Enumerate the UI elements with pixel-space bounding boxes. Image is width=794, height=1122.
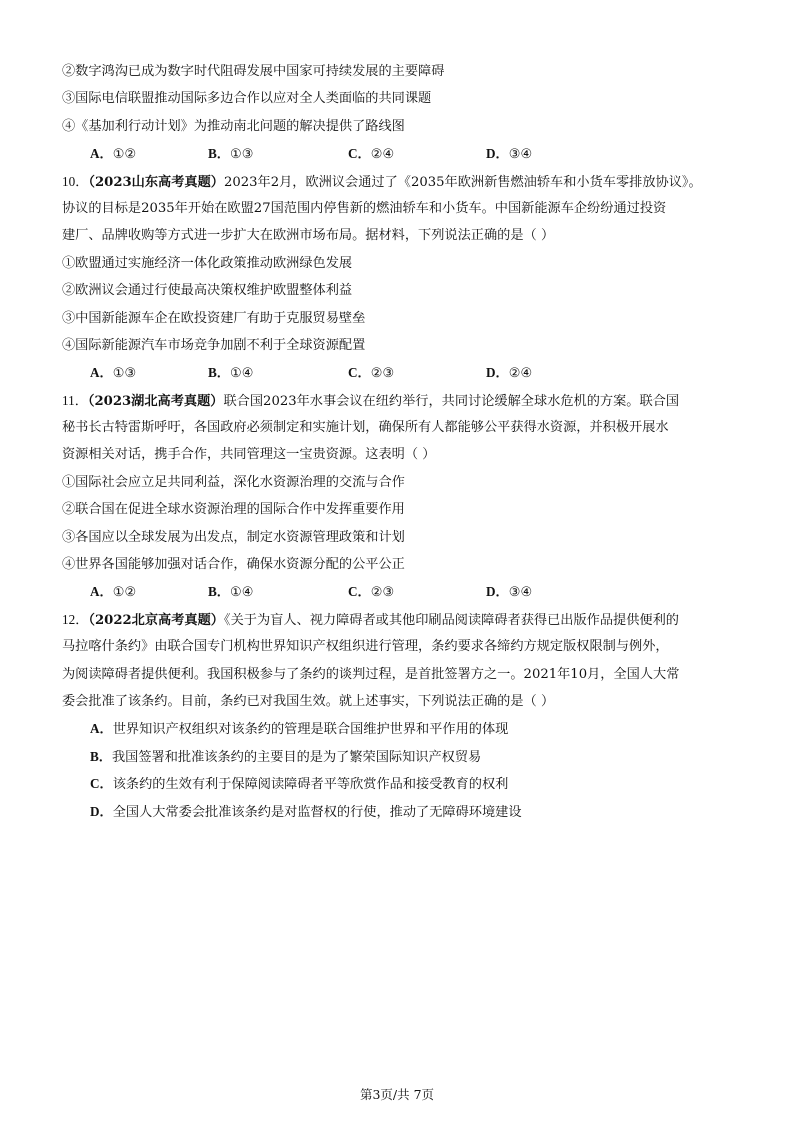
q10-choice-c: C．②③ — [348, 365, 395, 382]
q10-statement-1: ①欧盟通过实施经济一体化政策推动欧洲绿色发展 — [62, 255, 353, 271]
q11-choice-c: C．②③ — [348, 584, 395, 601]
q11-statement-2: ②联合国在促进全球水资源治理的国际合作中发挥重要作用 — [62, 502, 405, 518]
q11-choice-d: D．③④ — [486, 584, 533, 601]
q11-statement-1: ①国际社会应立足共同利益，深化水资源治理的交流与合作 — [62, 474, 405, 490]
q12-option-d: D．全国人大常委会批准该条约是对监督权的行使，推动了无障碍环境建设 — [90, 803, 522, 820]
question-11 — [62, 387, 734, 606]
q12-stem-line-1: 12．（2022北京高考真题）《关于为盲人、视力障碍者或其他印刷品阅读障碍者获得已出版作品提供便利的 — [62, 611, 679, 628]
q10-stem-line-2: 协议的目标是2035年开始在欧盟27国范围内停售新的燃油轿车和小货车。中国新能源车企纷纷通过投资 — [62, 200, 667, 216]
q10-choice-b: B．①④ — [208, 365, 254, 382]
q11-choice-b: B．①④ — [208, 584, 254, 601]
q12-source: （2022北京高考真题） — [88, 612, 224, 628]
q10-choice-d: D．②④ — [486, 365, 533, 382]
q12-number: 12． — [62, 611, 89, 627]
q9-choice-d: D．③④ — [486, 146, 533, 163]
q9-choices — [62, 140, 734, 167]
q9-choice-a: A．①② — [90, 146, 137, 163]
q10-statement-4: ④国际新能源汽车市场竞争加剧不利于全球资源配置 — [62, 337, 366, 353]
q10-statement-3: ③中国新能源车企在欧投资建厂有助于克服贸易壁垒 — [62, 310, 366, 326]
q10-choices — [62, 359, 734, 386]
question-9 — [62, 58, 734, 168]
q11-stem-line-2: 秘书长古特雷斯呼吁，各国政府必须制定和实施计划，确保所有人都能够公平获得水资源，并积极开展水 — [62, 420, 669, 436]
q10-source: （2023山东高考真题） — [88, 174, 224, 190]
q10-number: 10． — [62, 173, 89, 189]
q11-stem-line-3: 资源相关对话，携手合作，共同管理这一宝贵资源。这表明（ ） — [62, 447, 436, 463]
q10-stem-line-3: 建厂、品牌收购等方式进一步扩大在欧洲市场布局。据材料，下列说法正确的是（ ） — [62, 228, 555, 244]
q10-choice-a: A．①③ — [90, 365, 137, 382]
q12-option-c: C．该条约的生效有利于保障阅读障碍者平等欣赏作品和接受教育的权利 — [90, 776, 509, 793]
q12-stem-line-4: 委会批准了该条约。目前，条约已对我国生效。就上述事实，下列说法正确的是（ ） — [62, 693, 555, 709]
q11-choice-a: A．①② — [90, 584, 137, 601]
question-10 — [62, 168, 734, 387]
q12-stem-line-3: 为阅读障碍者提供便利。我国积极参与了条约的谈判过程，是首批签署方之一。2021年10月，全国人大常 — [62, 666, 680, 682]
q12-option-a: A．世界知识产权组织对该条约的管理是联合国维护世界和平作用的体现 — [90, 721, 509, 738]
q11-statement-3: ③各国应以全球发展为出发点，制定水资源管理政策和计划 — [62, 529, 405, 545]
q12-option-b: B．我国签署和批准该条约的主要目的是为了繁荣国际知识产权贸易 — [90, 748, 482, 765]
page-content — [62, 58, 734, 825]
q11-statement-4: ④世界各国能够加强对话合作，确保水资源分配的公平公正 — [62, 557, 405, 573]
q11-choices — [62, 578, 734, 605]
q9-choice-b: B．①③ — [208, 146, 254, 163]
page-footer: 第3页/共 7页 — [359, 1087, 435, 1102]
q10-stem-line-1: 10．（2023山东高考真题）2023年2月，欧洲议会通过了《2035年欧洲新售燃油轿车和小货车零排放协议》。 — [62, 173, 702, 190]
q11-stem-line-1: 11．（2023湖北高考真题）联合国2023年水事会议在纽约举行，共同讨论缓解全球水危机的方案。联合国 — [62, 392, 680, 409]
question-12 — [62, 606, 734, 825]
q9-statement-4: ④《基加利行动计划》为推动南北问题的解决提供了路线图 — [62, 118, 405, 134]
q9-statement-2: ②数字鸿沟已成为数字时代阻碍发展中国家可持续发展的主要障碍 — [62, 64, 445, 79]
q12-stem-line-2: 马拉喀什条约》由联合国专门机构世界知识产权组织进行管理，条约要求各缔约方规定版权限制与例外， — [62, 639, 669, 655]
q11-number: 11． — [62, 392, 88, 408]
q11-source: （2023湖北高考真题） — [87, 393, 224, 409]
q9-statement-3: ③国际电信联盟推动国际多边合作以应对全人类面临的共同课题 — [62, 91, 432, 107]
q9-choice-c: C．②④ — [348, 146, 395, 163]
q10-statement-2: ②欧洲议会通过行使最高决策权维护欧盟整体利益 — [62, 283, 353, 299]
